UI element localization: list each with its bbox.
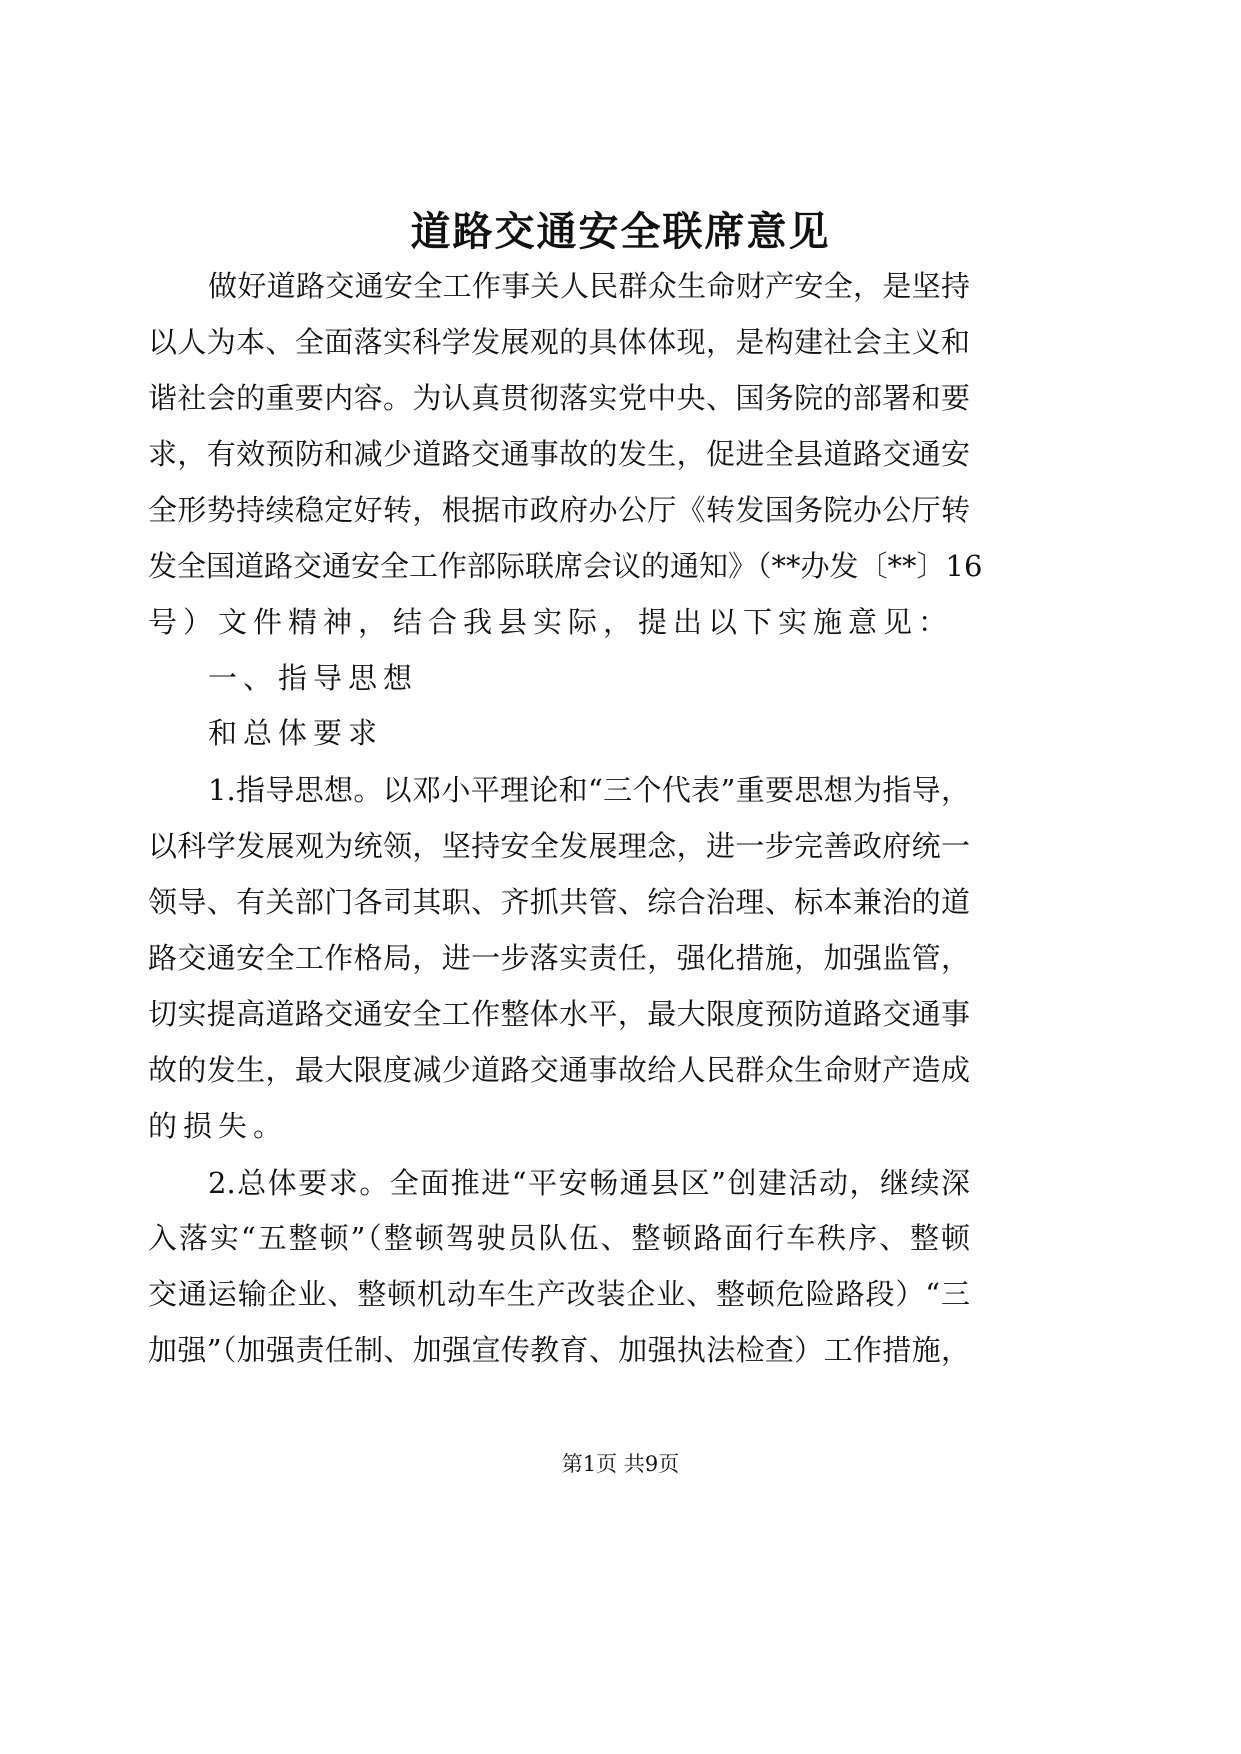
text-line: 全形势持续稳定好转，根据市政府办公厅《转发国务院办公厅转	[148, 493, 970, 527]
text-line: 做好道路交通安全工作事关人民群众生命财产安全，是坚持	[208, 269, 970, 303]
text-line: 路交通安全工作格局，进一步落实责任，强化措施，加强监管，	[148, 941, 970, 975]
text-line: 2.总体要求。全面推进“平安畅通县区”创建活动，继续深	[208, 1166, 970, 1200]
text-line: 1.指导思想。以邓小平理论和“三个代表”重要思想为指导，	[208, 773, 970, 807]
document-title: 道路交通安全联席意见	[410, 208, 831, 255]
text-line: 故的发生，最大限度减少道路交通事故给人民群众生命财产造成	[148, 1053, 970, 1087]
page-number: 第1页 共9页	[561, 1452, 680, 1476]
text-line: 的损失。	[148, 1109, 289, 1143]
text-line: 求，有效预防和减少道路交通事故的发生，促进全县道路交通安	[148, 437, 970, 471]
text-line: 切实提高道路交通安全工作整体水平，最大限度预防道路交通事	[148, 997, 970, 1031]
text-line: 入落实“五整顿”（整顿驾驶员队伍、整顿路面行车秩序、整顿	[148, 1221, 970, 1255]
text-line: 号）文件精神，结合我县实际，提出以下实施意见：	[148, 605, 954, 639]
text-line: 一、指导思想	[208, 661, 419, 695]
text-line: 领导、有关部门各司其职、齐抓共管、综合治理、标本兼治的道	[148, 885, 970, 919]
text-line: 谐社会的重要内容。为认真贯彻落实党中央、国务院的部署和要	[148, 381, 970, 415]
text-line: 交通运输企业、整顿机动车生产改装企业、整顿危险路段）“三	[148, 1277, 970, 1311]
text-line: 以人为本、全面落实科学发展观的具体体现，是构建社会主义和	[148, 325, 970, 359]
text-line: 加强”（加强责任制、加强宣传教育、加强执法检查）工作措施，	[148, 1333, 970, 1367]
text-line: 发全国道路交通安全工作部际联席会议的通知》（**办发〔**〕16	[148, 549, 983, 583]
text-line: 以科学发展观为统领，坚持安全发展理念，进一步完善政府统一	[148, 829, 970, 863]
text-line: 和总体要求	[208, 716, 384, 750]
